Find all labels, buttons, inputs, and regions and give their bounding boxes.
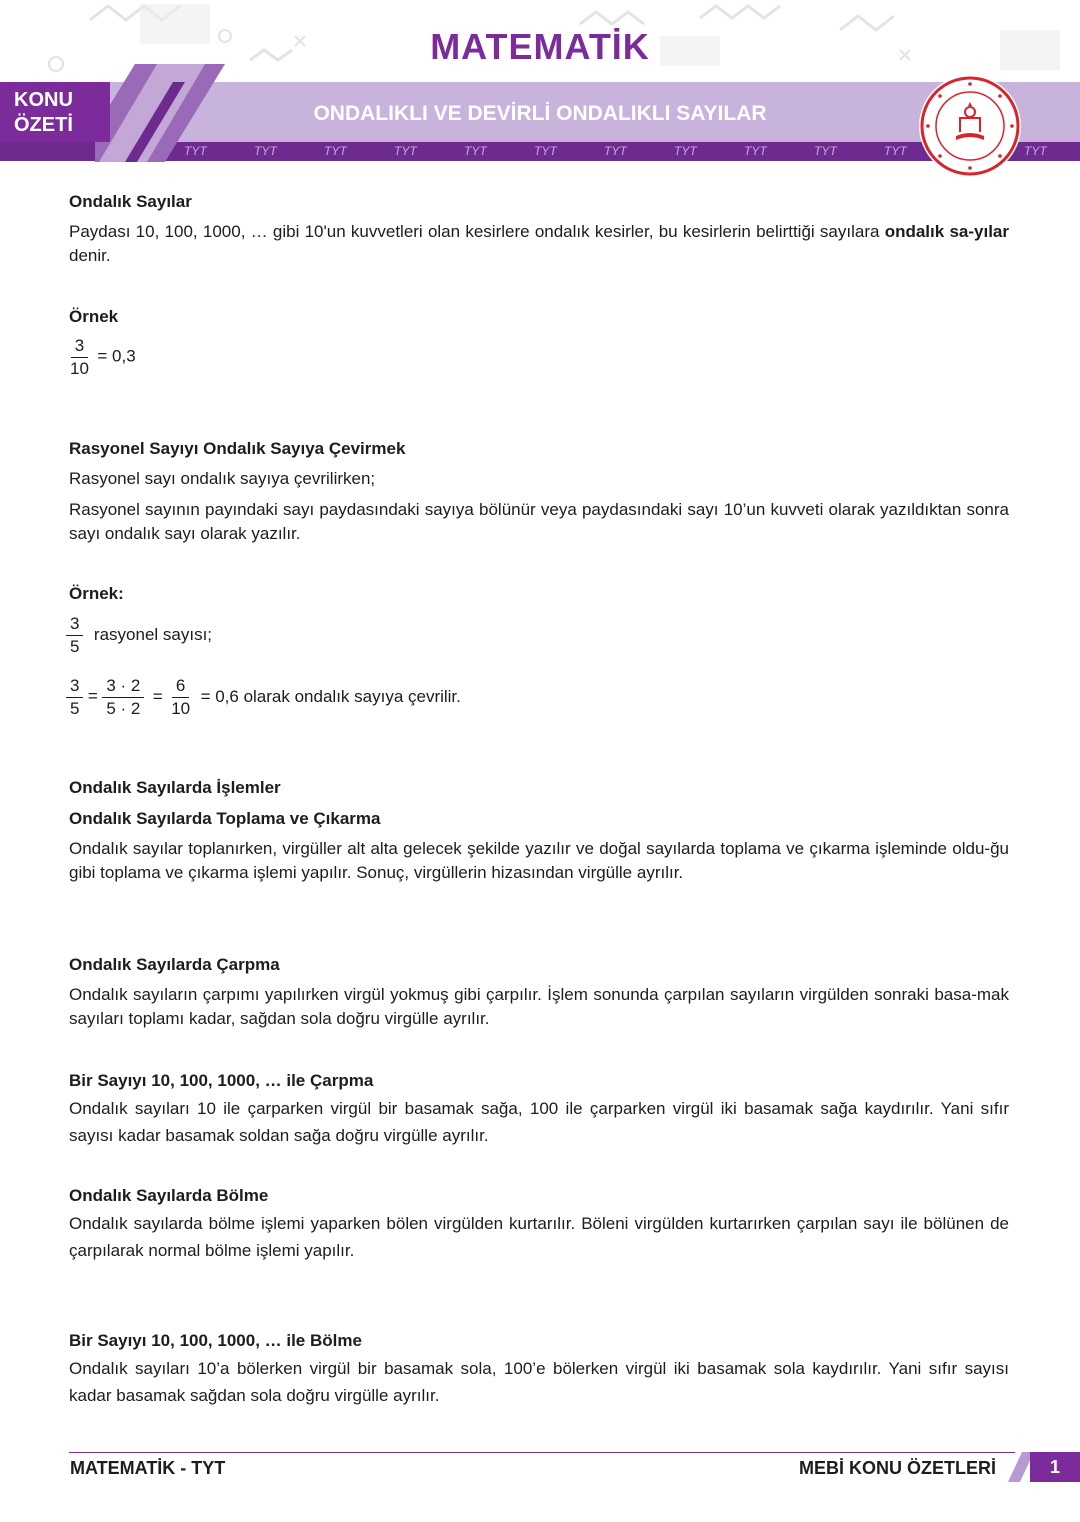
paragraph-10-ile-bolme: Ondalık sayıları 10’a bölerken virgül bir basamak sola, 100’e bölerken virgül iki basamak sola kaydırılır. Yani sıfır sayısı kadar basamak sağdan sola doğru virgülle ayrılır. [69,1359,1009,1405]
tyt-mark: TYT [254,144,277,158]
tyt-mark: TYT [184,144,207,158]
fraction [66,335,93,380]
paragraph-ondalik-sayilar [69,220,1009,268]
numerator: 3 [71,335,88,358]
text: Paydası 10, 100, 1000, … gibi 10'un kuvvetleri olan kesirlere ondalık kesirler, bu kesirlerin belirttiği sayılara [69,222,885,241]
heading-10-ile-bolme: Bir Sayıyı 10, 100, 1000, … ile Bölme [69,1331,362,1350]
tyt-mark: TYT [1024,144,1047,158]
tyt-mark: TYT [674,144,697,158]
paragraph-rasyonel-2: Rasyonel sayının payındaki sayı paydasındaki sayıya bölünür veya paydasındaki sayı 10’un kuvveti olarak yazıldıktan sonra sayı ondalık sayı olarak yazılır. [69,500,1009,543]
footer-rule [69,1452,1015,1453]
fraction [66,613,83,658]
tyt-mark: TYT [324,144,347,158]
paragraph-10-ile-carpma: Ondalık sayıları 10 ile çarparken virgül bir basamak sağa, 100 ile çarparken virgül iki basamak sağa kaydırılır. Yani sıfır sayısı kadar basamak soldan sağa doğru virgülle ayrılır. [69,1099,1009,1145]
equals-result: = 0,3 [97,346,136,366]
numerator: 3 · 2 [102,675,144,698]
heading-ondalik-sayilar: Ondalık Sayılar [69,192,192,211]
denominator: 5 [70,699,80,718]
heading-bolme: Ondalık Sayılarda Bölme [69,1186,269,1205]
text: denir. [69,246,111,265]
numerator: 6 [172,675,189,698]
page-number: 1 [1030,1452,1080,1482]
paragraph-rasyonel-1: Rasyonel sayı ondalık sayıya çevrilirken; [69,469,376,488]
paragraph-toplama-cikarma: Ondalık sayılar toplanırken, virgüller alt alta gelecek şekilde yazılır ve doğal sayılarda toplama ve çıkarma işleminde oldu-ğu gibi toplama ve çıkarma işlemi yapılır. Sonuç, virgüllerin hizasından virgülle ayrılır. [69,839,1009,882]
heading-rasyonel-cevirme: Rasyonel Sayıyı Ondalık Sayıya Çevirmek [69,439,406,458]
tyt-mark: TYT [464,144,487,158]
footer-series: MEBİ KONU ÖZETLERİ [799,1458,996,1478]
example-1-formula [66,335,136,380]
example-2-statement [66,613,212,658]
equals-result: = 0,6 olarak ondalık sayıya çevrilir. [200,686,461,706]
denominator: 10 [171,699,191,718]
heading-10-ile-carpma: Bir Sayıyı 10, 100, 1000, … ile Çarpma [69,1071,374,1090]
heading-toplama-cikarma: Ondalık Sayılarda Toplama ve Çıkarma [69,809,381,828]
fraction [102,675,144,720]
tyt-mark: TYT [394,144,417,158]
tyt-mark: TYT [884,144,907,158]
badge-line-1: KONU [14,89,73,111]
tyt-mark: TYT [534,144,557,158]
tyt-mark: TYT [604,144,627,158]
denominator: 10 [70,359,89,378]
paragraph-carpma: Ondalık sayıların çarpımı yapılırken virgül yokmuş gibi çarpılır. İşlem sonunda çarpılan sayıların virgülden sonraki basa-mak sayıları toplamı kadar, sağdan sola doğru virgülle ayrılır. [69,985,1009,1028]
numerator: 3 [66,675,83,698]
tyt-mark: TYT [744,144,767,158]
tyt-mark: TYT [814,144,837,158]
denominator: 5 · 2 [106,699,141,718]
heading-carpma: Ondalık Sayılarda Çarpma [69,955,280,974]
fraction [167,675,194,720]
denominator: 5 [70,637,80,656]
heading-islemler: Ondalık Sayılarda İşlemler [69,778,281,797]
example-2-formula [66,675,461,720]
bold-term: ondalık sa-yılar [884,222,1009,241]
subject-title: MATEMATİK [430,26,650,67]
paragraph-bolme: Ondalık sayılarda bölme işlemi yaparken bölen virgülden kurtarılır. Böleni virgülden kurtarırken çarpılan sayı ile bölünen de çarpılarak normal bölme işlemi yapılır. [69,1214,1009,1260]
numerator: 3 [66,613,83,636]
equals-sign: = [87,686,98,706]
footer-subject: MATEMATİK - TYT [70,1458,226,1478]
fraction [66,675,83,720]
page-title: ONDALIKLI VE DEVİRLİ ONDALIKLI SAYILAR [313,102,767,125]
equals-sign: = [152,686,163,706]
heading-ornek-2: Örnek: [69,584,124,603]
example-2-text: rasyonel sayısı; [93,624,213,644]
konu-ozeti-label [14,88,114,138]
badge-line-2: ÖZETİ [14,114,73,136]
heading-ornek-1: Örnek [69,307,119,326]
meb-seal-logo [918,74,1022,178]
